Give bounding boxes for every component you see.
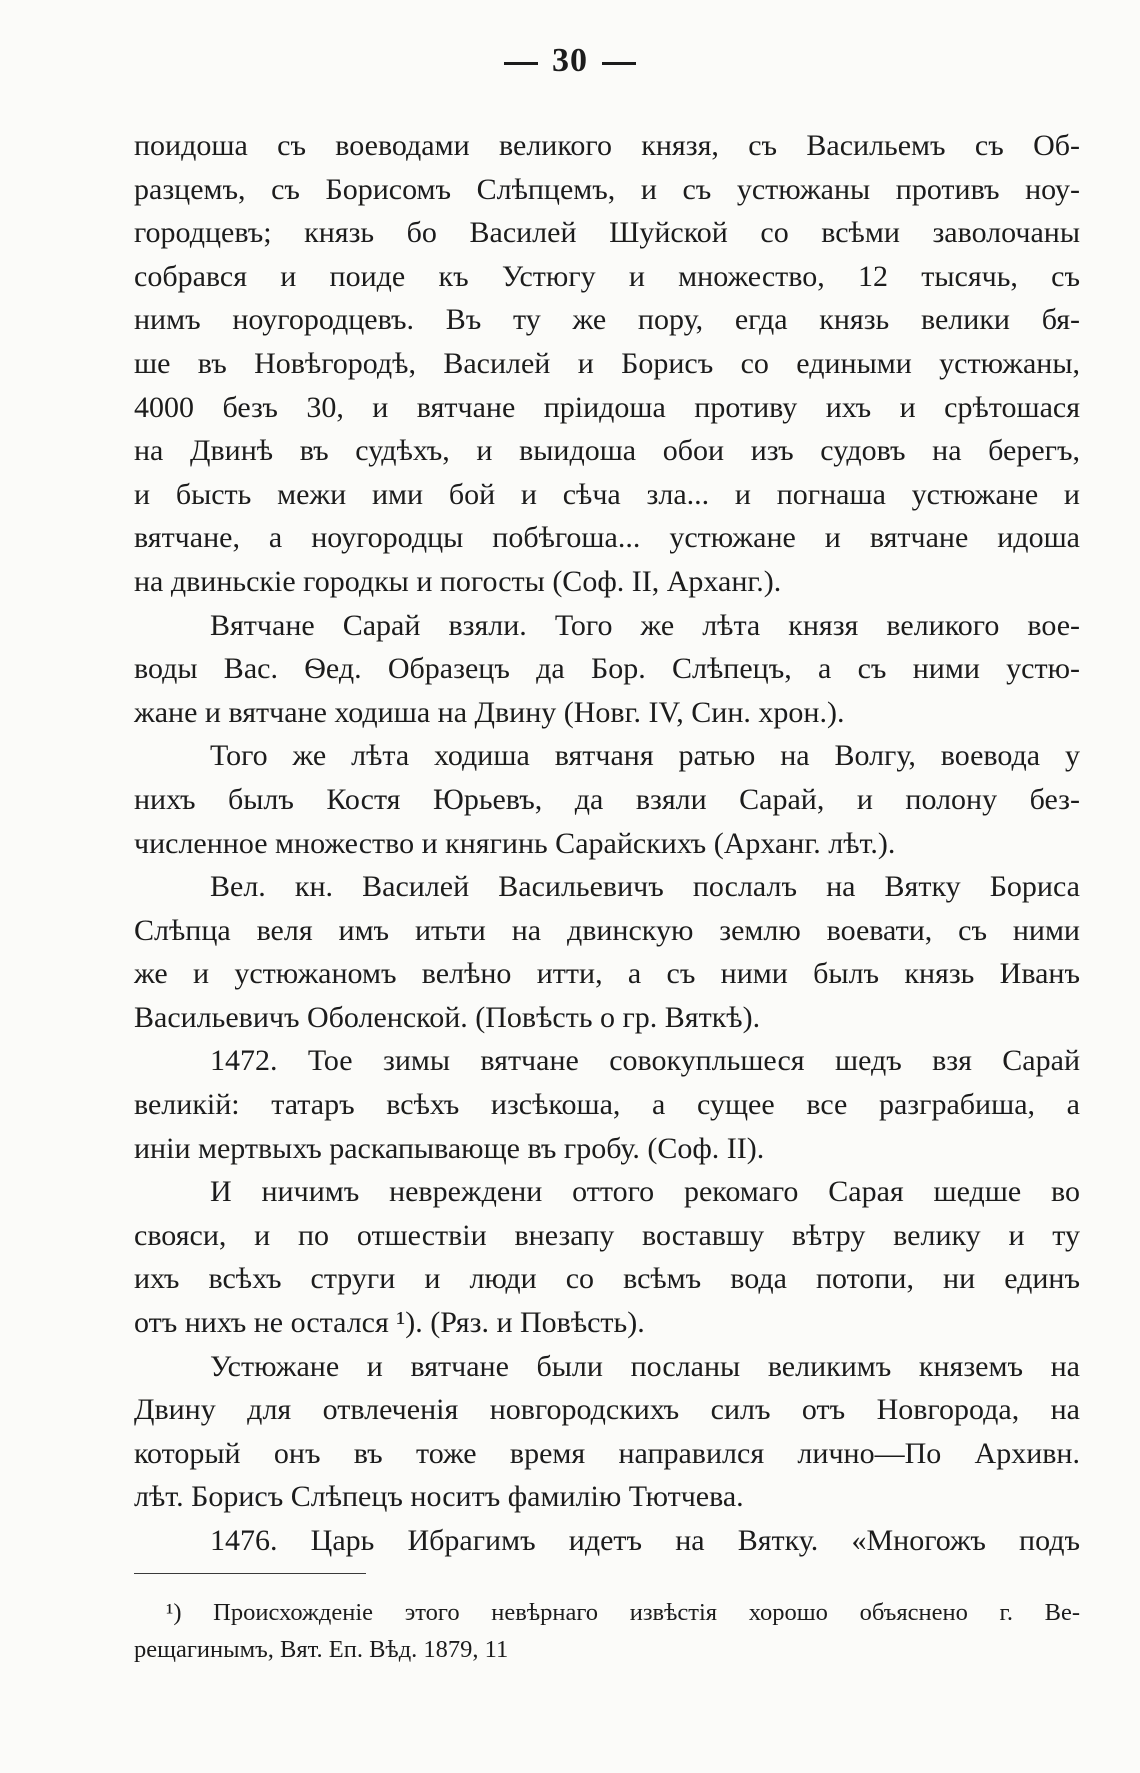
text-line: поидоша съ воеводами великого князя, съ Васильемъ съ Об- [134, 129, 1080, 162]
page-number-dash-right [602, 62, 636, 65]
paragraph [134, 734, 1080, 865]
text-line: Того же лѣта ходиша вятчаня ратью на Волгу, воевода у [210, 739, 1080, 773]
page-number-value: 30 [552, 42, 588, 79]
text-line: на Двинѣ въ судѣхъ, и выидоша обои изъ судовъ на берегъ, [134, 434, 1080, 468]
text-line: ихъ всѣхъ струги и люди со всѣмъ вода потопи, ни единъ [134, 1262, 1080, 1296]
text-line: Вятчане Сарай взяли. Того же лѣта князя великого вое- [210, 608, 1080, 642]
text-line: разцемъ, съ Борисомъ Слѣпцемъ, и съ устюжаны противъ ноу- [134, 172, 1080, 206]
text-line: 4000 безъ 30, и вятчане пріидоша противу ихъ и срѣтошася [134, 390, 1080, 424]
text-line: нихъ былъ Костя Юрьевъ, да взяли Сарай, и полону без- [134, 782, 1080, 816]
text-line: великій: татаръ всѣхъ изсѣкоша, а сущее все разграбиша, а [134, 1088, 1080, 1122]
text-line: лѣт. Борисъ Слѣпецъ носитъ фамилію Тютчева. [134, 1480, 744, 1514]
text-line: и бысть межи ими бой и сѣча зла... и погнаша устюжане и [134, 477, 1080, 511]
text-line: на двиньскіе городкы и погосты (Соф. II, Арханг.). [134, 564, 782, 598]
text-line: Васильевичъ Оболенской. (Повѣсть о гр. Вяткѣ). [134, 1000, 761, 1034]
text-line: 1476. Царь Ибрагимъ идетъ на Вятку. «Многожъ подъ [210, 1524, 1080, 1557]
text-line: нимъ ноугородцевъ. Въ ту же пору, егда князь велики бя- [134, 303, 1080, 337]
text-line: Двину для отвлеченія новгородскихъ силъ отъ Новгорода, на [134, 1393, 1080, 1427]
text-line: 1472. Тое зимы вятчане совокупльшеся шедъ взя Сарай [210, 1044, 1080, 1078]
paragraph [134, 1519, 1080, 1563]
text-line: собрався и поиде къ Устюгу и множество, 12 тысячь, съ [134, 259, 1080, 293]
footnote-line: ¹) Происхожденіе этого невѣрнаго извѣстія хорошо объяснено г. Ве- [166, 1599, 1080, 1626]
page-number [0, 42, 1140, 80]
text-line: вятчане, а ноугородцы побѣгоша... устюжане и вятчане идоша [134, 521, 1080, 555]
paragraph [134, 865, 1080, 1039]
text-line: отъ нихъ не остался ¹). (Ряз. и Повѣсть). [134, 1306, 645, 1340]
text-line: ше въ Новѣгородѣ, Василей и Борисъ со едиными устюжаны, [134, 346, 1080, 380]
paragraph [134, 1345, 1080, 1519]
paragraph [134, 124, 1080, 604]
text-line: Вел. кн. Василей Васильевичъ послалъ на Вятку Бориса [210, 870, 1080, 904]
text-line: городцевъ; князь бо Василей Шуйской со всѣми заволочаны [134, 216, 1080, 250]
paragraph [134, 1039, 1080, 1170]
text-line: иніи мертвыхъ раскапывающе въ гробу. (Соф. II). [134, 1131, 765, 1165]
text-line: Устюжане и вятчане были посланы великимъ княземъ на [210, 1349, 1080, 1383]
footnote-divider [134, 1573, 366, 1574]
paragraph [134, 1170, 1080, 1344]
footnote [134, 1594, 1080, 1668]
paragraph [134, 604, 1080, 735]
text-line: свояси, и по отшествіи внезапу воставшу вѣтру велику и ту [134, 1218, 1080, 1252]
text-line: воды Вас. Ѳед. Образецъ да Бор. Слѣпецъ, а съ ними устю- [134, 652, 1080, 686]
text-line: И ничимъ невреждени оттого рекомаго Сарая шедше во [210, 1175, 1080, 1209]
page-number-dash-left [504, 62, 538, 65]
text-line: численное множество и княгинь Сарайскихъ (Арханг. лѣт.). [134, 826, 896, 860]
footnote-line: рещагинымъ, Вят. Еп. Вѣд. 1879, 11 [134, 1636, 509, 1663]
body-text [134, 124, 1080, 1563]
text-line: же и устюжаномъ велѣно итти, а съ ними былъ князь Иванъ [134, 957, 1080, 991]
text-line: Слѣпца веля имъ итьти на двинскую землю воевати, съ ними [134, 913, 1080, 947]
text-line: жане и вятчане ходиша на Двину (Новг. IV, Син. хрон.). [134, 695, 845, 729]
text-line: который онъ въ тоже время направился лично—По Архивн. [134, 1436, 1080, 1470]
